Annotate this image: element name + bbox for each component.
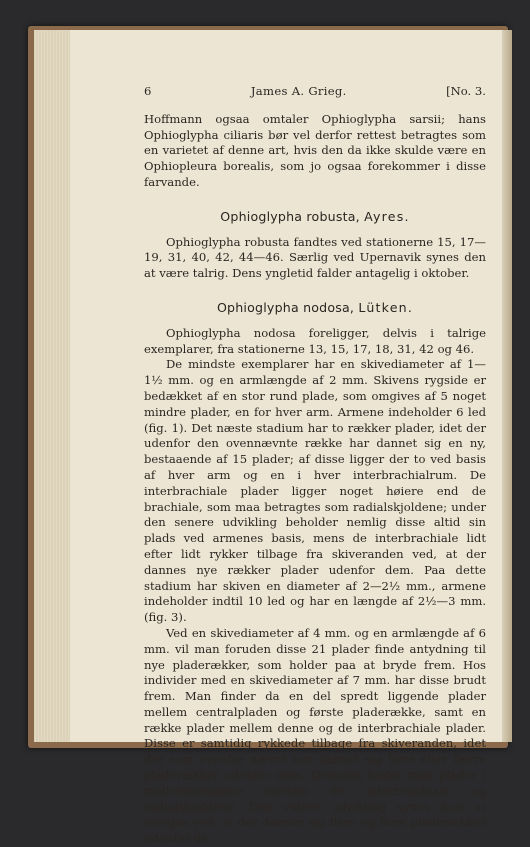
page-number: 6 <box>144 84 152 98</box>
section-heading-robusta <box>144 209 486 225</box>
page-stack-edge <box>34 30 70 742</box>
heading-species: Ophioglypha robusta, <box>220 208 360 224</box>
robusta-paragraph: Ophioglypha robusta fandtes ved stationerne 15, 17—19, 31, 40, 42, 44—46. Særlig ved Upernavik synes den at være talrig. Dens yngletid falder antagelig i oktober. <box>144 234 486 281</box>
nodosa-paragraph-1: Ophioglypha nodosa foreligger, delvis i talrige exemplarer, fra stationerne 13, 15, 17, 18, 31, 42 og 46. <box>144 325 486 356</box>
running-header <box>144 84 486 100</box>
heading-author: Ayres. <box>364 208 410 224</box>
section-heading-nodosa <box>144 300 486 316</box>
nodosa-paragraph-2: De mindste exemplarer har en skivediameter af 1—1½ mm. og en armlængde af 2 mm. Skivens rygside er bedækket af en stor rund plade, som omgives af 5 noget mindre plader, en for hver arm. Armene indeholder 6 led (fig. 1). Det næste stadium har to rækker plader, idet der udenfor den ovennævnte række har dannet sig en ny, bestaaende af 15 plader; af disse ligger der to ved basis af hver arm og en i hver interbrachialrum. De interbrachiale plader ligger noget høiere end de brachiale, som maa betragtes som radialskjoldene; under den senere udvikling beholder nemlig disse altid sin plads ved armenes basis, mens de interbrachiale lidt efter lidt rykker tilbage fra skiveranden ved, at der dannes nye rækker plader udenfor dem. Paa dette stadium har skiven en diameter af 2—2½ mm., armene indeholder indtil 10 led og har en længde af 2½—3 mm. (fig. 3). <box>144 357 486 625</box>
page-content <box>144 84 486 847</box>
series-number: [No. 3. <box>446 84 486 98</box>
page-gutter <box>502 30 512 742</box>
heading-author: Lütken. <box>358 299 414 315</box>
nodosa-paragraph-3: Ved en skivediameter af 4 mm. og en armlængde af 6 mm. vil man foruden disse 21 plader finde antydning til nye pladerækker, som holder paa at bryde frem. Hos individer med en skivediameter af 7 mm. har disse brudt frem. Man finder da en del spredt liggende plader mellem centralpladen og første pladerække, samt en række plader mellem denne og de interbrachiale plader. Disse er samtidig rykkede tilbage fra skiveranden, idet der som ovenfor nævnt har dannet sig flere eller færre pladerækker udenfor dem. Desuden finder man plader i mellemrummene mellem de interbrachiale og radialskjoldene. Den videre udvikling synes kun at foregaa ved, at der danner sig flere og flere pladerækker udenfor de <box>144 625 486 846</box>
running-author: James A. Grieg. <box>250 84 347 98</box>
intro-paragraph: Hoffmann ogsaa omtaler Ophioglypha sarsii; hans Ophioglypha ciliaris bør vel derfor rettest betragtes som en varietet af denne art, hvis den da ikke skulde være en Ophiopleura borealis, som jo ogsaa forekommer i disse farvande. <box>144 111 486 189</box>
heading-species: Ophioglypha nodosa, <box>216 299 355 315</box>
